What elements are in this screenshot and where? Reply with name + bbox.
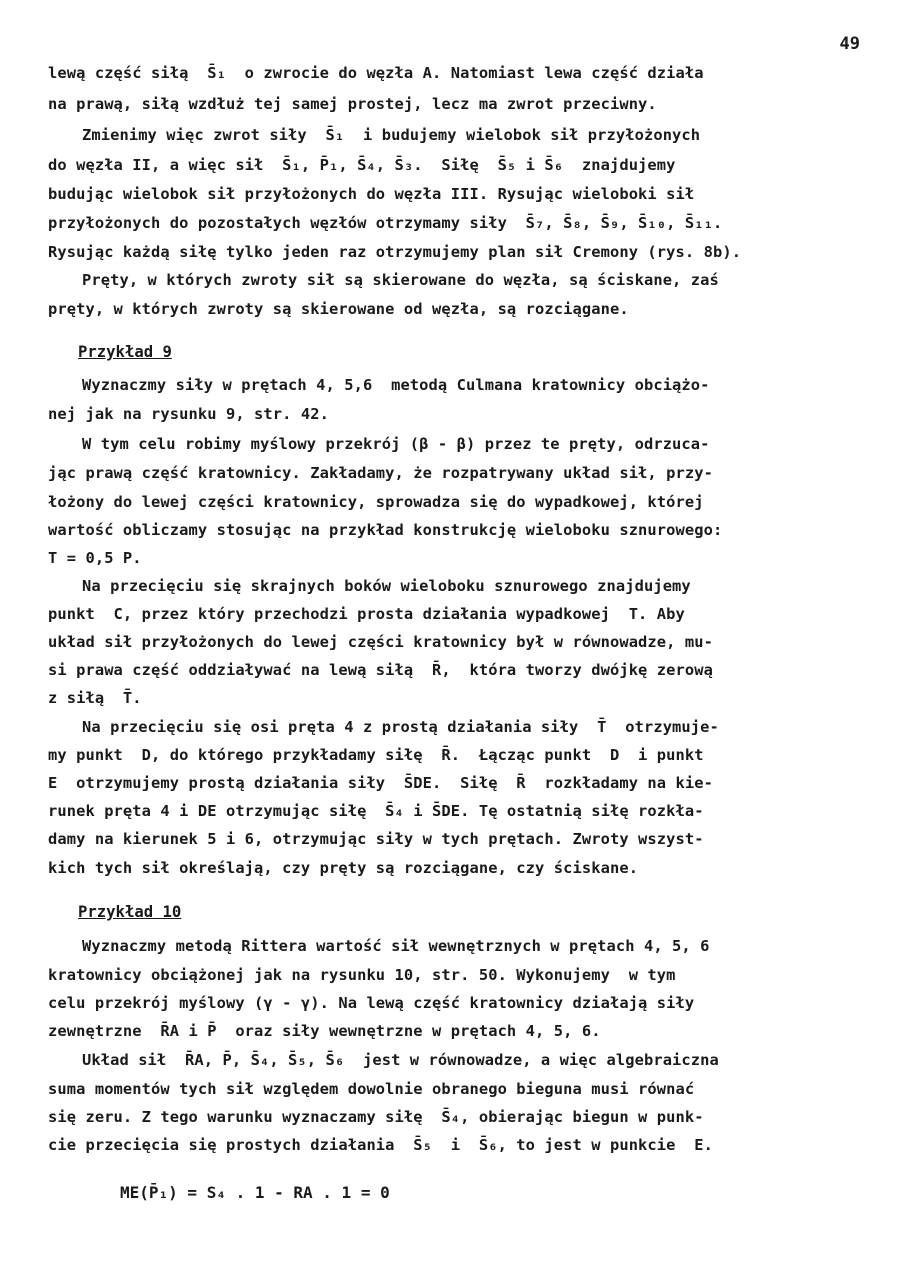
text-line: Pręty, w których zwroty sił są skierowane do węzła, są ściskane, zaś	[82, 271, 719, 289]
text-line: Na przecięciu się osi pręta 4 z prostą działania siły T̄ otrzymuje-	[82, 718, 719, 736]
text-line: E otrzymujemy prostą działania siły S̄DE. Siłę R̄ rozkładamy na kie-	[48, 774, 713, 792]
text-line: się zeru. Z tego warunku wyznaczamy siłę S̄₄, obierając biegun w punk-	[48, 1108, 704, 1126]
section-heading: Przykład 10	[78, 903, 182, 921]
text-line: damy na kierunek 5 i 6, otrzymując siły w tych prętach. Zwroty wszyst-	[48, 830, 704, 848]
text-line: my punkt D, do którego przykładamy siłę R̄. Łącząc punkt D i punkt	[48, 746, 704, 764]
text-line: kratownicy obciążonej jak na rysunku 10, str. 50. Wykonujemy w tym	[48, 966, 676, 984]
text-line: si prawa część oddziaływać na lewą siłą R̄, która tworzy dwójkę zerową	[48, 661, 713, 679]
text-line: jąc prawą część kratownicy. Zakładamy, że rozpatrywany układ sił, przy-	[48, 464, 713, 482]
text-line: wartość obliczamy stosując na przykład konstrukcję wieloboku sznurowego:	[48, 521, 723, 539]
text-line: kich tych sił określają, czy pręty są rozciągane, czy ściskane.	[48, 859, 639, 877]
text-line: z siłą T̄.	[48, 689, 142, 707]
text-line: do węzła II, a więc sił S̄₁, P̄₁, S̄₄, S̄₃. Siłę S̄₅ i S̄₆ znajdujemy	[48, 156, 676, 174]
text-line: budując wielobok sił przyłożonych do węzła III. Rysując wieloboki sił	[48, 185, 695, 203]
section-heading: Przykład 9	[78, 343, 172, 361]
text-line: łożony do lewej części kratownicy, sprowadza się do wypadkowej, której	[48, 493, 704, 511]
text-line: T = 0,5 P.	[48, 549, 142, 567]
text-line: układ sił przyłożonych do lewej części kratownicy był w równowadze, mu-	[48, 633, 713, 651]
text-line: runek pręta 4 i DE otrzymując siłę S̄₄ i S̄DE. Tę ostatnią siłę rozkła-	[48, 802, 704, 820]
page-number: 49	[839, 34, 860, 54]
text-line: punkt C, przez który przechodzi prosta działania wypadkowej T. Aby	[48, 605, 685, 623]
text-line: Na przecięciu się skrajnych boków wieloboku sznurowego znajdujemy	[82, 577, 691, 595]
text-line: lewą część siłą S̄₁ o zwrocie do węzła A. Natomiast lewa część działa	[48, 64, 704, 82]
text-line: suma momentów tych sił względem dowolnie obranego bieguna musi równać	[48, 1080, 695, 1098]
text-line: Zmienimy więc zwrot siły S̄₁ i budujemy wielobok sił przyłożonych	[82, 126, 701, 144]
text-line: Rysując każdą siłę tylko jeden raz otrzymujemy plan sił Cremony (rys. 8b).	[48, 243, 742, 261]
text-line: Wyznaczmy metodą Rittera wartość sił wewnętrznych w prętach 4, 5, 6	[82, 937, 710, 955]
text-line: W tym celu robimy myślowy przekrój (β - β) przez te pręty, odrzuca-	[82, 435, 710, 453]
text-line: przyłożonych do pozostałych węzłów otrzymamy siły S̄₇, S̄₈, S̄₉, S̄₁₀, S̄₁₁.	[48, 214, 723, 232]
text-line: cie przecięcia się prostych działania S̄₅ i S̄₆, to jest w punkcie E.	[48, 1136, 713, 1154]
text-line: nej jak na rysunku 9, str. 42.	[48, 405, 329, 423]
text-line: pręty, w których zwroty są skierowane od węzła, są rozciągane.	[48, 300, 629, 318]
text-line: Wyznaczmy siły w prętach 4, 5,6 metodą Culmana kratownicy obciążo-	[82, 376, 710, 394]
text-line: Układ sił R̄A, P̄, S̄₄, S̄₅, S̄₆ jest w równowadze, a więc algebraiczna	[82, 1051, 719, 1069]
text-line: na prawą, siłą wzdłuż tej samej prostej, lecz ma zwrot przeciwny.	[48, 95, 657, 113]
moment-equation: ME(P̄₁) = S₄ . 1 - RA . 1 = 0	[120, 1183, 390, 1202]
text-line: zewnętrzne R̄A i P̄ oraz siły wewnętrzne w prętach 4, 5, 6.	[48, 1022, 601, 1040]
text-line: celu przekrój myślowy (γ - γ). Na lewą część kratownicy działają siły	[48, 994, 695, 1012]
